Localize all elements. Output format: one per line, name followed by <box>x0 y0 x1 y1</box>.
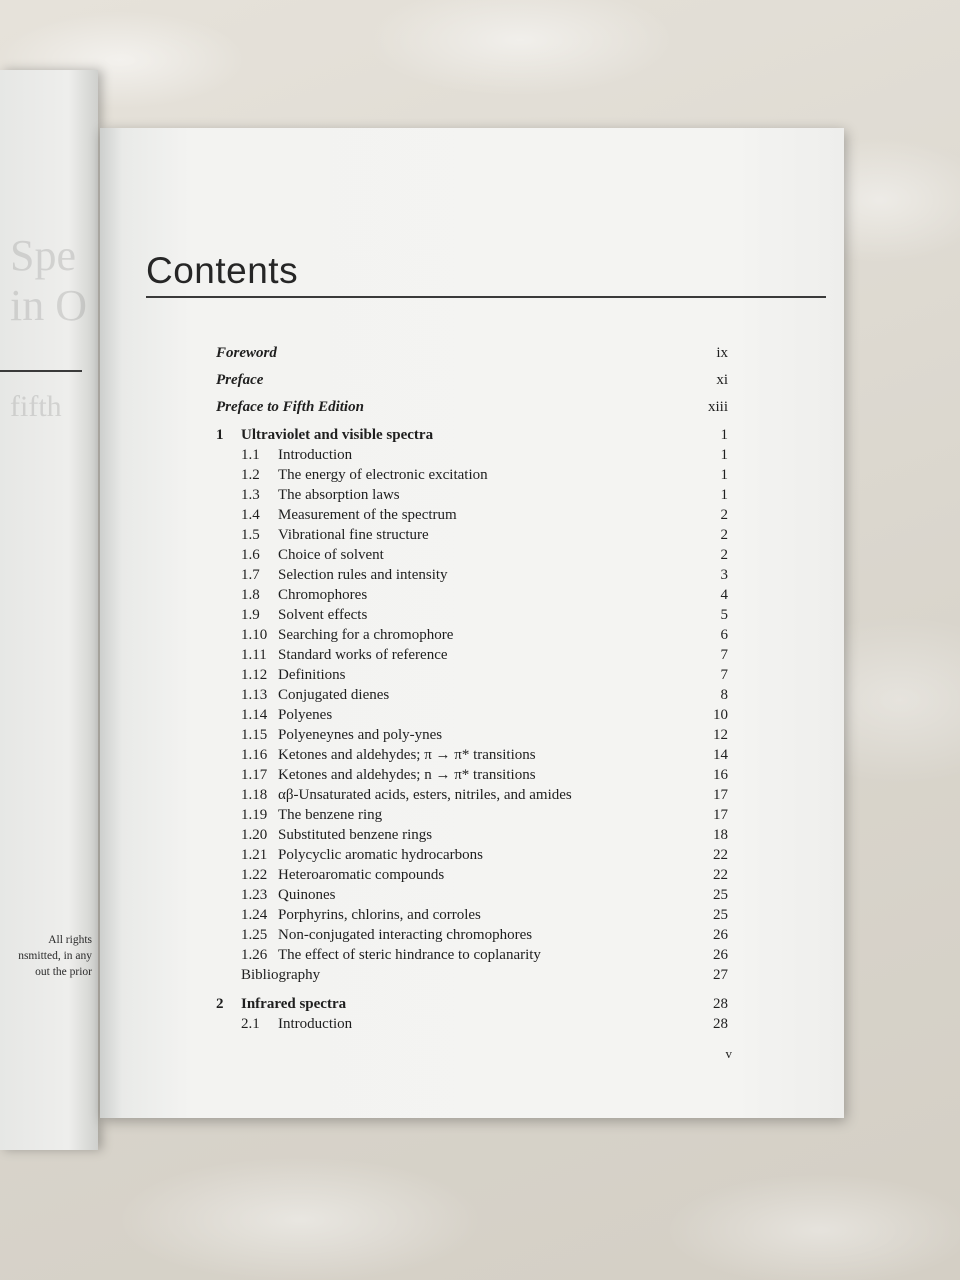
chapter-page: 1 <box>720 427 728 443</box>
toc-section-entry[interactable] <box>100 725 844 745</box>
left-page-rule <box>0 370 82 372</box>
section-title: Heteroaromatic compounds <box>278 867 445 883</box>
section-title: Standard works of reference <box>278 647 448 663</box>
title-rule <box>146 296 826 298</box>
toc-chapter-entry[interactable] <box>100 425 844 445</box>
copyright-snippet <box>0 932 92 980</box>
section-number: 1.12 <box>241 667 268 683</box>
chapter-title: Ultraviolet and visible spectra <box>241 427 434 443</box>
toc-section-entry[interactable] <box>100 905 844 925</box>
chapter-page: 28 <box>713 996 728 1012</box>
toc-front-matter-entry[interactable] <box>100 397 844 417</box>
toc-chapter-entry[interactable] <box>100 994 844 1014</box>
section-page: 6 <box>720 627 728 643</box>
section-number: 1.16 <box>241 747 268 763</box>
page-folio: v <box>725 1046 732 1061</box>
section-number: 2.1 <box>241 1016 260 1032</box>
toc-section-entry[interactable] <box>100 785 844 805</box>
section-title: Polyeneynes and poly-ynes <box>278 727 443 743</box>
section-page: 28 <box>713 1016 728 1032</box>
section-number: 1.5 <box>241 527 260 543</box>
section-title: Substituted benzene rings <box>278 827 433 843</box>
toc-section-entry[interactable] <box>100 745 844 765</box>
section-title: The effect of steric hindrance to coplanarity <box>278 947 541 963</box>
section-title: Chromophores <box>278 587 368 603</box>
toc-section-entry[interactable] <box>100 465 844 485</box>
show-through-text: fifth <box>10 390 62 423</box>
toc-section-entry[interactable] <box>100 865 844 885</box>
section-number: 1.7 <box>241 567 260 583</box>
section-number: 1.19 <box>241 807 268 823</box>
section-page: 26 <box>713 927 728 943</box>
toc-front-matter-entry[interactable] <box>100 343 844 363</box>
section-title: Measurement of the spectrum <box>278 507 457 523</box>
section-number: 1.25 <box>241 927 268 943</box>
toc-section-entry[interactable] <box>100 485 844 505</box>
section-page: 22 <box>713 867 728 883</box>
toc-section-entry[interactable] <box>100 545 844 565</box>
section-number: 1.15 <box>241 727 268 743</box>
section-title: Ketones and aldehydes; n → π* transitions <box>278 767 536 783</box>
show-through-text: in O <box>10 281 87 330</box>
copyright-line: All rights <box>48 934 92 946</box>
section-page: 7 <box>720 667 728 683</box>
section-number: 1.6 <box>241 547 260 563</box>
section-page: 2 <box>720 547 728 563</box>
section-page: 2 <box>720 527 728 543</box>
section-page: 17 <box>713 787 728 803</box>
section-number: 1.26 <box>241 947 268 963</box>
section-title: Non-conjugated interacting chromophores <box>278 927 533 943</box>
section-page: 7 <box>720 647 728 663</box>
left-page <box>0 70 98 1150</box>
section-page: 18 <box>713 827 728 843</box>
toc-section-entry[interactable] <box>100 825 844 845</box>
section-page: 10 <box>713 707 728 723</box>
section-title: Quinones <box>278 887 336 903</box>
toc-section-entry[interactable] <box>100 605 844 625</box>
toc-section-entry[interactable] <box>100 805 844 825</box>
bibliography-title: Bibliography <box>241 967 321 983</box>
entry-title: Preface <box>216 372 264 388</box>
section-title: Solvent effects <box>278 607 368 623</box>
section-title: Polycyclic aromatic hydrocarbons <box>278 847 483 863</box>
section-page: 25 <box>713 887 728 903</box>
toc-section-entry[interactable] <box>100 505 844 525</box>
toc-section-entry[interactable] <box>100 645 844 665</box>
toc-section-entry[interactable] <box>100 925 844 945</box>
section-title: Porphyrins, chlorins, and corroles <box>278 907 481 923</box>
section-page: 25 <box>713 907 728 923</box>
section-page: 16 <box>713 767 728 783</box>
section-number: 1.14 <box>241 707 268 723</box>
toc-section-entry[interactable] <box>100 885 844 905</box>
section-number: 1.20 <box>241 827 268 843</box>
section-title: Ketones and aldehydes; π → π* transitions <box>278 747 536 763</box>
section-number: 1.17 <box>241 767 268 783</box>
section-number: 1.21 <box>241 847 268 863</box>
section-page: 8 <box>720 687 728 703</box>
section-number: 1.11 <box>241 647 267 663</box>
section-page: 22 <box>713 847 728 863</box>
section-number: 1.18 <box>241 787 268 803</box>
show-through-text: Spe <box>10 231 76 280</box>
section-page: 1 <box>720 487 728 503</box>
section-number: 1.22 <box>241 867 268 883</box>
section-number: 1.10 <box>241 627 268 643</box>
section-title: The energy of electronic excitation <box>278 467 488 483</box>
section-page: 4 <box>720 587 728 603</box>
section-number: 1.1 <box>241 447 260 463</box>
section-number: 1.23 <box>241 887 268 903</box>
section-number: 1.24 <box>241 907 268 923</box>
toc-section-entry[interactable] <box>100 845 844 865</box>
bibliography-page: 27 <box>713 967 728 983</box>
section-title: Introduction <box>278 1016 353 1032</box>
section-number: 1.9 <box>241 607 260 623</box>
section-number: 1.2 <box>241 467 260 483</box>
toc-section-entry[interactable] <box>100 765 844 785</box>
section-number: 1.13 <box>241 687 268 703</box>
entry-page: ix <box>716 345 728 361</box>
section-page: 26 <box>713 947 728 963</box>
page-title: Contents <box>146 250 299 291</box>
toc-section-entry[interactable] <box>100 705 844 725</box>
section-title: Vibrational fine structure <box>278 527 429 543</box>
toc-section-entry[interactable] <box>100 585 844 605</box>
section-title: Choice of solvent <box>278 547 384 563</box>
section-title: The benzene ring <box>278 807 383 823</box>
section-title: Definitions <box>278 667 346 683</box>
section-title: Conjugated dienes <box>278 687 390 703</box>
chapter-title: Infrared spectra <box>241 996 347 1012</box>
section-title: Selection rules and intensity <box>278 567 448 583</box>
toc-section-entry[interactable] <box>100 665 844 685</box>
toc-section-entry[interactable] <box>100 525 844 545</box>
section-page: 2 <box>720 507 728 523</box>
copyright-line: nsmitted, in any <box>18 950 92 962</box>
toc-bibliography-entry[interactable] <box>100 965 844 985</box>
section-number: 1.4 <box>241 507 260 523</box>
section-page: 1 <box>720 447 728 463</box>
section-page: 3 <box>720 567 728 583</box>
copyright-line: out the prior <box>35 966 92 978</box>
section-title: The absorption laws <box>278 487 400 503</box>
section-title: Polyenes <box>278 707 333 723</box>
entry-title: Foreword <box>216 345 277 361</box>
section-page: 5 <box>720 607 728 623</box>
toc-section-entry[interactable] <box>100 625 844 645</box>
toc-section-entry[interactable] <box>100 945 844 965</box>
contents-page <box>100 128 844 1118</box>
chapter-number: 1 <box>216 427 224 443</box>
chapter-number: 2 <box>216 996 224 1012</box>
toc-section-entry[interactable] <box>100 1014 844 1034</box>
section-page: 12 <box>713 727 728 743</box>
toc-section-entry[interactable] <box>100 685 844 705</box>
section-title: Searching for a chromophore <box>278 627 454 643</box>
section-page: 1 <box>720 467 728 483</box>
section-page: 14 <box>713 747 728 763</box>
section-title: αβ-Unsaturated acids, esters, nitriles, and amides <box>278 787 572 803</box>
entry-title: Preface to Fifth Edition <box>216 399 364 415</box>
entry-page: xi <box>716 372 728 388</box>
section-title: Introduction <box>278 447 353 463</box>
section-number: 1.3 <box>241 487 260 503</box>
toc-front-matter-entry[interactable] <box>100 370 844 390</box>
toc-section-entry[interactable] <box>100 565 844 585</box>
toc-section-entry[interactable] <box>100 445 844 465</box>
section-number: 1.8 <box>241 587 260 603</box>
entry-page: xiii <box>707 399 728 415</box>
section-page: 17 <box>713 807 728 823</box>
